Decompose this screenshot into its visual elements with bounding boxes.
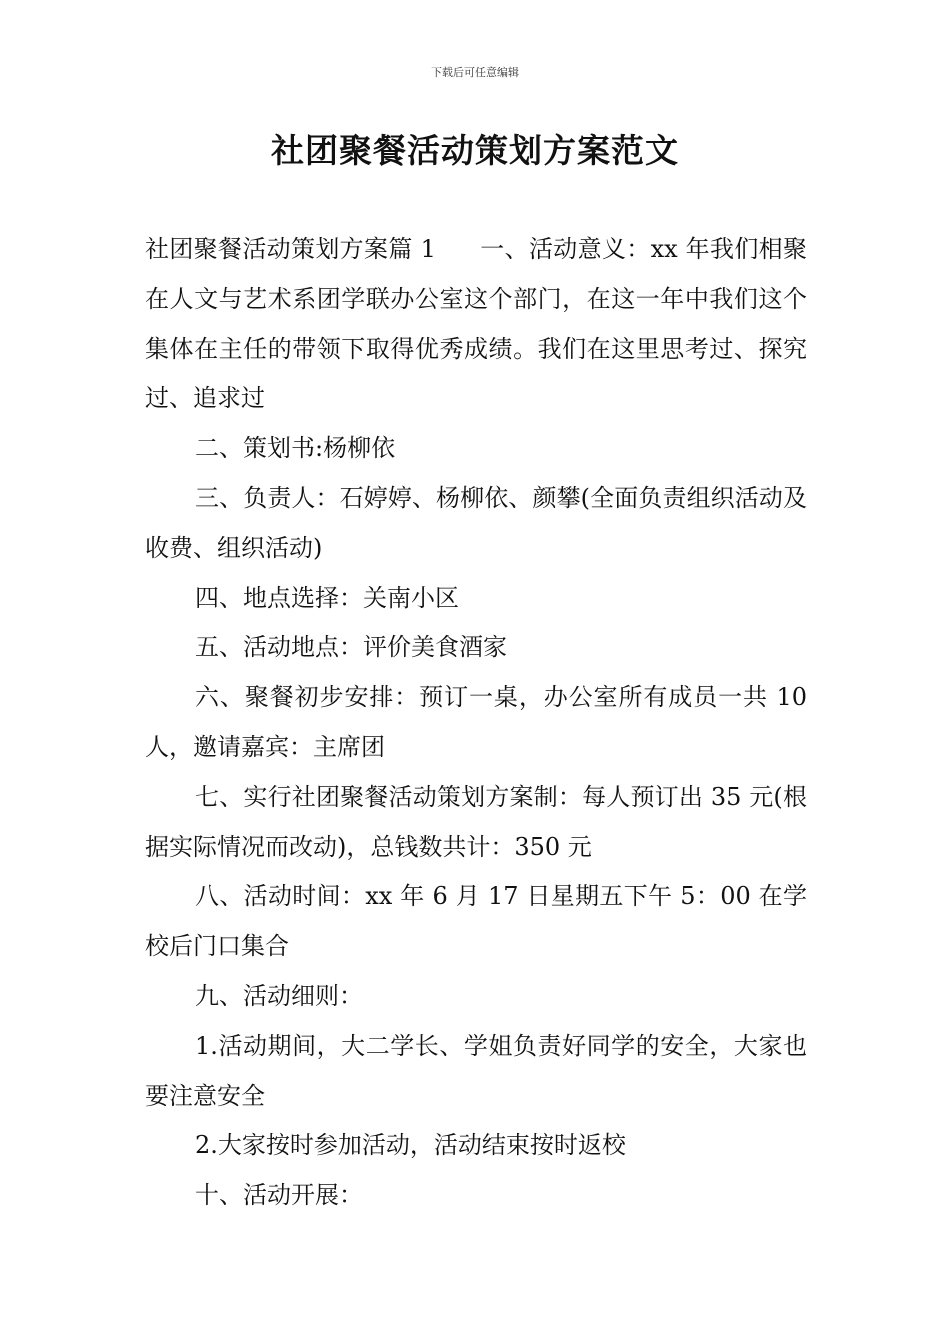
paragraph-rule-1: 1.活动期间，大二学长、学姐负责好同学的安全，大家也要注意安全 — [145, 1031, 807, 1110]
paragraph-arrangement: 六、聚餐初步安排：预订一桌，办公室所有成员一共 10 人，邀请嘉宾：主席团 — [145, 683, 807, 761]
paragraph-fee: 七、实行社团聚餐活动策划方案制：每人预订出 35 元(根据实际情况而改动)，总钱数共计：350 元 — [145, 782, 807, 861]
paragraph-rule-2: 2.大家按时参加活动，活动结束按时返校 — [195, 1131, 626, 1160]
document-body — [145, 225, 807, 1221]
paragraph-time: 八、活动时间：xx 年 6 月 17 日星期五下午 5：00 在学校后门口集合 — [145, 882, 807, 961]
paragraph-activity-heading: 十、活动开展： — [195, 1181, 363, 1210]
paragraph-planner: 二、策划书:杨柳依 — [195, 434, 396, 463]
paragraph-venue: 五、活动地点：评价美食酒家 — [195, 633, 507, 662]
paragraph-intro-text: 一、活动意义：xx 年我们相聚在人文与艺术系团学联办公室这个部门，在这一年中我们这个集体在主任的带领下取得优秀成绩。我们在这里思考过、探究过、追求过 — [145, 235, 807, 413]
paragraph-intro-heading: 社团聚餐活动策划方案篇 1 — [145, 235, 436, 263]
paragraph-location-choice: 四、地点选择：关南小区 — [195, 583, 459, 612]
paragraph-responsible: 三、负责人：石婷婷、杨柳依、颜攀(全面负责组织活动及收费、组织活动) — [145, 483, 807, 562]
document-title: 社团聚餐活动策划方案范文 — [271, 131, 679, 170]
paragraph-intro — [145, 225, 807, 424]
header-note: 下载后可任意编辑 — [431, 66, 519, 79]
paragraph-rules-heading: 九、活动细则： — [195, 981, 363, 1010]
